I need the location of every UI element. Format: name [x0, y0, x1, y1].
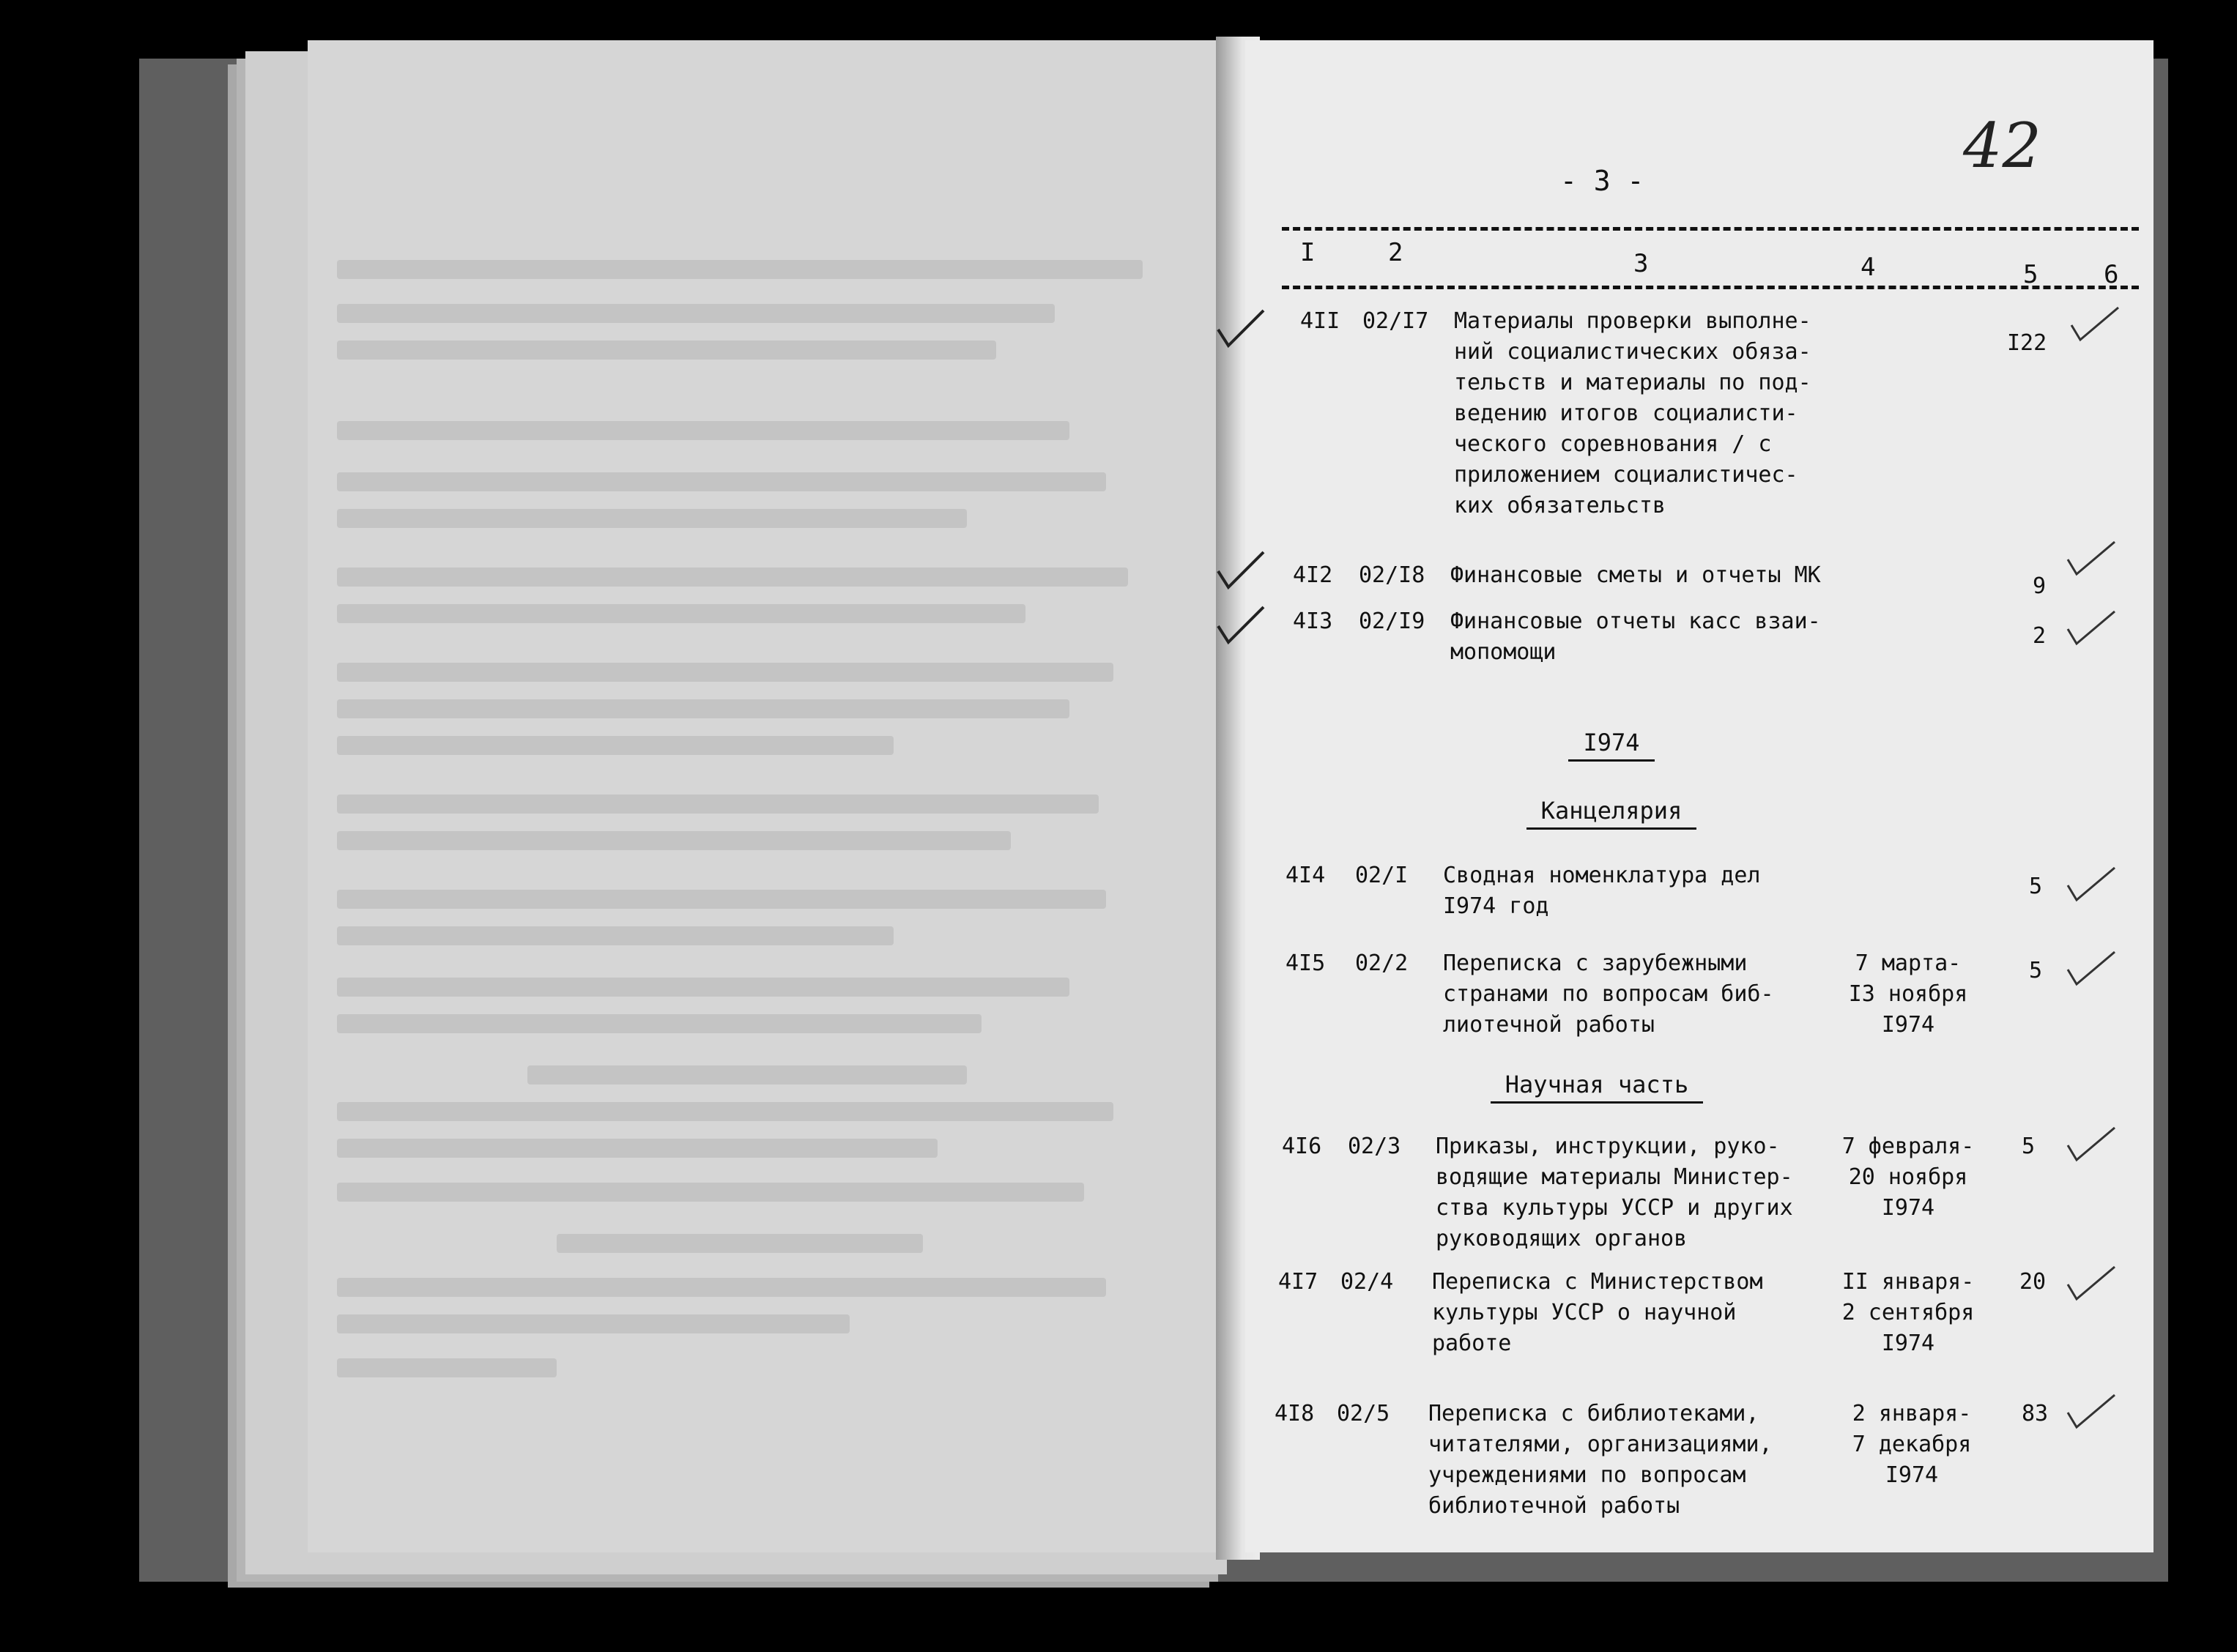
section-office: Канцелярия	[1487, 797, 1736, 830]
item-number: 4I6	[1282, 1134, 1322, 1159]
item-count: 5	[2029, 958, 2043, 983]
item-description: Переписка с библиотеками, читателями, организациями, учреждениями по вопросам библиотечной работы	[1428, 1401, 1773, 1519]
item-count: 20	[2019, 1269, 2047, 1295]
left-page	[308, 40, 1227, 1552]
item-count: 2	[2033, 623, 2047, 649]
check-mark-icon	[2062, 604, 2121, 648]
item-description: Переписка с зарубежными странами по вопросам биб- лиотечной работы	[1443, 950, 1774, 1038]
check-mark-icon	[2062, 945, 2121, 989]
item-index: 02/4	[1340, 1269, 1394, 1295]
item-description: Приказы, инструкции, руко- водящие материалы Министер- ства культуры УССР и других руководящих органов	[1436, 1134, 1793, 1251]
item-description: Финансовые сметы и отчеты МК	[1450, 562, 1821, 588]
item-count: 83	[2022, 1401, 2049, 1426]
item-number: 4II	[1300, 308, 1340, 334]
item-count: 5	[2022, 1134, 2036, 1159]
check-mark-icon	[2062, 1388, 2121, 1432]
item-index: 02/I9	[1359, 609, 1425, 634]
item-description: Переписка с Министерством культуры УССР о научной работе	[1432, 1269, 1763, 1356]
section-scientific: Научная часть	[1472, 1071, 1721, 1104]
header-rule-bottom	[1282, 286, 2139, 289]
check-mark-icon	[2062, 860, 2121, 904]
item-index: 02/5	[1337, 1401, 1390, 1426]
item-number: 4I5	[1286, 950, 1326, 976]
check-mark-icon	[2062, 1120, 2121, 1164]
col-head-5: 5	[2023, 260, 2038, 289]
check-mark-icon	[1212, 549, 1271, 593]
check-mark-icon	[2066, 300, 2124, 344]
col-head-3: 3	[1633, 249, 1649, 278]
item-count: 5	[2029, 874, 2043, 899]
item-index: 02/I8	[1359, 562, 1425, 588]
item-index: 02/I	[1355, 863, 1409, 888]
item-count: 9	[2033, 573, 2047, 599]
item-dates: 7 февраля- 20 ноября I974	[1841, 1134, 1975, 1221]
item-description: Финансовые отчеты касс взаи- мопомощи	[1450, 609, 1821, 665]
check-mark-icon	[1212, 604, 1271, 648]
item-index: 02/2	[1355, 950, 1409, 976]
header-rule-top	[1282, 227, 2139, 231]
item-index: 02/3	[1348, 1134, 1401, 1159]
check-mark-icon	[1212, 308, 1271, 351]
section-year: I974	[1502, 729, 1721, 762]
page-number: - 3 -	[1560, 165, 1644, 197]
check-mark-icon	[2062, 1260, 2121, 1303]
item-dates: 2 января- 7 декабря I974	[1852, 1401, 1972, 1488]
col-head-4: 4	[1861, 253, 1876, 282]
item-number: 4I2	[1293, 562, 1333, 588]
check-mark-icon	[2062, 535, 2121, 578]
col-head-1: I	[1300, 238, 1316, 267]
item-index: 02/I7	[1362, 308, 1429, 334]
item-number: 4I8	[1275, 1401, 1315, 1426]
archive-folio-number: 42	[1963, 110, 2041, 182]
ghost-text	[308, 40, 1227, 1552]
item-dates: II января- 2 сентября I974	[1841, 1269, 1975, 1356]
item-number: 4I4	[1286, 863, 1326, 888]
item-number: 4I3	[1293, 609, 1333, 634]
item-description: Материалы проверки выполне- ний социалистических обяза- тельств и материалы по под- ведению итогов социалисти- ческого соревнования / с приложением социалистичес- ких обязательств	[1454, 308, 1811, 518]
col-head-6: 6	[2104, 260, 2119, 289]
item-number: 4I7	[1278, 1269, 1318, 1295]
item-dates: 7 марта- I3 ноября I974	[1848, 950, 1968, 1038]
item-description: Сводная номенклатура дел I974 год	[1443, 863, 1761, 919]
col-head-2: 2	[1388, 238, 1403, 267]
item-count: I22	[2007, 330, 2047, 356]
